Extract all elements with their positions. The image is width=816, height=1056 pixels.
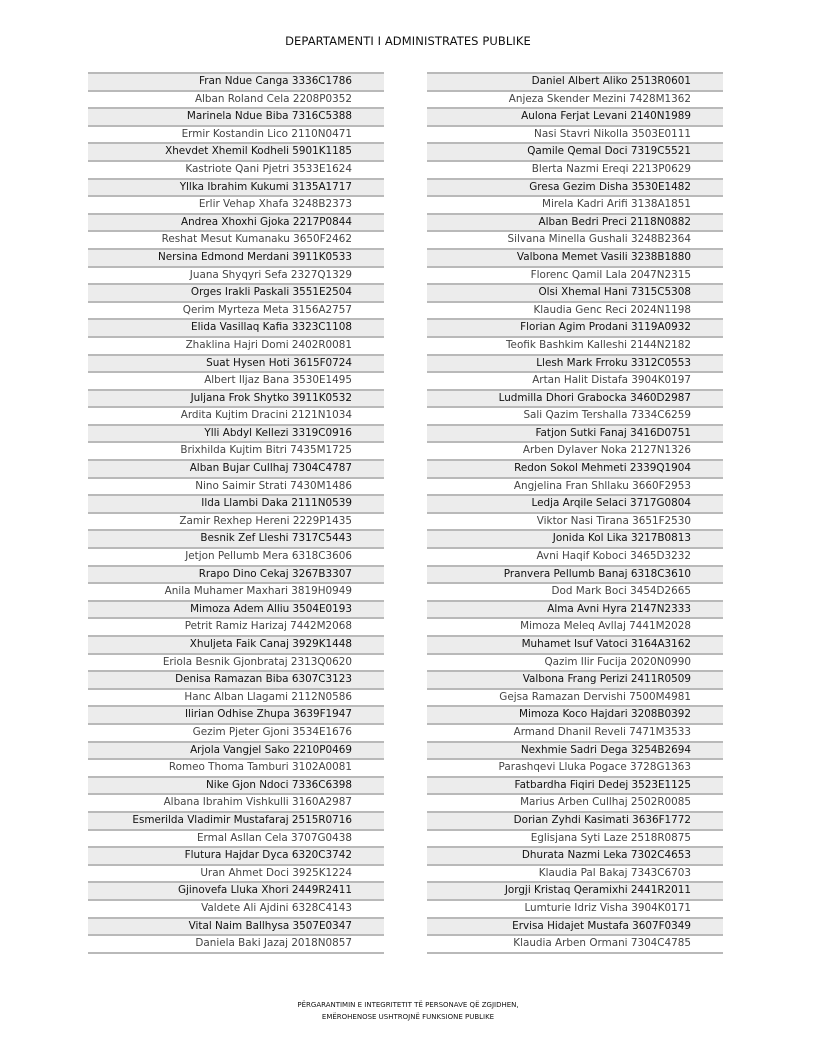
list-item: Gresa Gezim Disha 3530E1482 [427, 180, 723, 198]
list-item: Olsi Xhemal Hani 7315C5308 [427, 285, 723, 303]
list-item: Nasi Stavri Nikolla 3503E0111 [427, 127, 723, 145]
list-item: Jonida Kol Lika 3217B0813 [427, 531, 723, 549]
list-item: Mimoza Meleq Avllaj 7441M2028 [427, 619, 723, 637]
list-item: Mimoza Koco Hajdari 3208B0392 [427, 707, 723, 725]
list-item: Albert Iljaz Bana 3530E1495 [88, 373, 384, 391]
list-item: Dod Mark Boci 3454D2665 [427, 584, 723, 602]
list-item: Alban Roland Cela 2208P0352 [88, 92, 384, 110]
list-item: Anila Muhamer Maxhari 3819H0949 [88, 584, 384, 602]
list-item: Ledja Arqile Selaci 3717G0804 [427, 496, 723, 514]
right-name-list [427, 72, 723, 954]
list-item: Parashqevi Lluka Pogace 3728G1363 [427, 760, 723, 778]
list-item: Ardita Kujtim Dracini 2121N1034 [88, 408, 384, 426]
left-name-list [88, 72, 384, 954]
list-item: Ylli Abdyl Kellezi 3319C0916 [88, 426, 384, 444]
list-item: Fran Ndue Canga 3336C1786 [88, 74, 384, 92]
list-item: Flutura Hajdar Dyca 6320C3742 [88, 848, 384, 866]
list-item: Juljana Frok Shytko 3911K0532 [88, 391, 384, 409]
list-item: Gjinovefa Lluka Xhori 2449R2411 [88, 883, 384, 901]
list-item: Sali Qazim Tershalla 7334C6259 [427, 408, 723, 426]
list-item: Ilda Llambi Daka 2111N0539 [88, 496, 384, 514]
list-item: Aulona Ferjat Levani 2140N1989 [427, 109, 723, 127]
list-item: Ilirian Odhise Zhupa 3639F1947 [88, 707, 384, 725]
list-item: Arjola Vangjel Sako 2210P0469 [88, 743, 384, 761]
list-item: Uran Ahmet Doci 3925K1224 [88, 866, 384, 884]
list-item: Qerim Myrteza Meta 3156A2757 [88, 303, 384, 321]
list-item: Hanc Alban Llagami 2112N0586 [88, 690, 384, 708]
list-item: Qamile Qemal Doci 7319C5521 [427, 144, 723, 162]
list-item: Daniel Albert Aliko 2513R0601 [427, 74, 723, 92]
list-item: Esmerilda Vladimir Mustafaraj 2515R0716 [88, 813, 384, 831]
list-item: Alban Bedri Preci 2118N0882 [427, 215, 723, 233]
list-item: Gezim Pjeter Gjoni 3534E1676 [88, 725, 384, 743]
list-item: Xhuljeta Faik Canaj 3929K1448 [88, 637, 384, 655]
list-item: Suat Hysen Hoti 3615F0724 [88, 356, 384, 374]
list-item: Llesh Mark Frroku 3312C0553 [427, 356, 723, 374]
list-item: Angjelina Fran Shllaku 3660F2953 [427, 479, 723, 497]
list-item: Vital Naim Ballhysa 3507E0347 [88, 919, 384, 937]
list-item: Elida Vasillaq Kafia 3323C1108 [88, 320, 384, 338]
list-item: Erlir Vehap Xhafa 3248B2373 [88, 197, 384, 215]
list-item: Rrapo Dino Cekaj 3267B3307 [88, 567, 384, 585]
list-item: Valbona Memet Vasili 3238B1880 [427, 250, 723, 268]
list-item: Anjeza Skender Mezini 7428M1362 [427, 92, 723, 110]
list-item: Jetjon Pellumb Mera 6318C3606 [88, 549, 384, 567]
list-item: Klaudia Arben Ormani 7304C4785 [427, 936, 723, 954]
list-item: Besnik Zef Lleshi 7317C5443 [88, 531, 384, 549]
list-item: Ermal Asllan Cela 3707G0438 [88, 831, 384, 849]
list-item: Zhaklina Hajri Domi 2402R0081 [88, 338, 384, 356]
list-item: Zamir Rexhep Hereni 2229P1435 [88, 514, 384, 532]
list-item: Armand Dhanil Reveli 7471M3533 [427, 725, 723, 743]
list-item: Qazim Ilir Fucija 2020N0990 [427, 655, 723, 673]
list-item: Andrea Xhoxhi Gjoka 2217P0844 [88, 215, 384, 233]
list-item: Nexhmie Sadri Dega 3254B2694 [427, 743, 723, 761]
list-item: Eriola Besnik Gjonbrataj 2313Q0620 [88, 655, 384, 673]
list-item: Nino Saimir Strati 7430M1486 [88, 479, 384, 497]
list-item: Brixhilda Kujtim Bitri 7435M1725 [88, 443, 384, 461]
list-item: Jorgji Kristaq Qeramixhi 2441R2011 [427, 883, 723, 901]
list-item: Valbona Frang Perizi 2411R0509 [427, 672, 723, 690]
footer-line-1: PËRGARANTIMIN E INTEGRITETIT TË PERSONAVE QË ZGJIDHEN, [297, 1001, 519, 1009]
list-item: Alma Avni Hyra 2147N2333 [427, 602, 723, 620]
list-item: Artan Halit Distafa 3904K0197 [427, 373, 723, 391]
list-item: Marinela Ndue Biba 7316C5388 [88, 109, 384, 127]
list-item: Reshat Mesut Kumanaku 3650F2462 [88, 232, 384, 250]
list-item: Florian Agim Prodani 3119A0932 [427, 320, 723, 338]
list-item: Viktor Nasi Tirana 3651F2530 [427, 514, 723, 532]
footer [0, 999, 816, 1023]
list-item: Florenc Qamil Lala 2047N2315 [427, 268, 723, 286]
list-item: Petrit Ramiz Harizaj 7442M2068 [88, 619, 384, 637]
list-item: Xhevdet Xhemil Kodheli 5901K1185 [88, 144, 384, 162]
list-item: Orges Irakli Paskali 3551E2504 [88, 285, 384, 303]
list-item: Eglisjana Syti Laze 2518R0875 [427, 831, 723, 849]
list-item: Nike Gjon Ndoci 7336C6398 [88, 778, 384, 796]
list-item: Gejsa Ramazan Dervishi 7500M4981 [427, 690, 723, 708]
list-item: Juana Shyqyri Sefa 2327Q1329 [88, 268, 384, 286]
list-item: Mimoza Adem Alliu 3504E0193 [88, 602, 384, 620]
list-item: Kastriote Qani Pjetri 3533E1624 [88, 162, 384, 180]
list-item: Ludmilla Dhori Grabocka 3460D2987 [427, 391, 723, 409]
list-item: Blerta Nazmi Ereqi 2213P0629 [427, 162, 723, 180]
list-item: Klaudia Genc Reci 2024N1198 [427, 303, 723, 321]
list-item: Pranvera Pellumb Banaj 6318C3610 [427, 567, 723, 585]
list-item: Klaudia Pal Bakaj 7343C6703 [427, 866, 723, 884]
list-item: Dorian Zyhdi Kasimati 3636F1772 [427, 813, 723, 831]
list-item: Romeo Thoma Tamburi 3102A0081 [88, 760, 384, 778]
list-item: Mirela Kadri Arifi 3138A1851 [427, 197, 723, 215]
list-item: Silvana Minella Gushali 3248B2364 [427, 232, 723, 250]
list-item: Teofik Bashkim Kalleshi 2144N2182 [427, 338, 723, 356]
list-item: Redon Sokol Mehmeti 2339Q1904 [427, 461, 723, 479]
list-item: Albana Ibrahim Vishkulli 3160A2987 [88, 795, 384, 813]
list-item: Ervisa Hidajet Mustafa 3607F0349 [427, 919, 723, 937]
list-item: Dhurata Nazmi Leka 7302C4653 [427, 848, 723, 866]
list-item: Daniela Baki Jazaj 2018N0857 [88, 936, 384, 954]
list-item: Yllka Ibrahim Kukumi 3135A1717 [88, 180, 384, 198]
list-item: Lumturie Idriz Visha 3904K0171 [427, 901, 723, 919]
page-title: DEPARTAMENTI I ADMINISTRATES PUBLIKE [285, 34, 531, 48]
list-item: Avni Haqif Koboci 3465D3232 [427, 549, 723, 567]
list-item: Arben Dylaver Noka 2127N1326 [427, 443, 723, 461]
list-item: Muhamet Isuf Vatoci 3164A3162 [427, 637, 723, 655]
list-item: Valdete Ali Ajdini 6328C4143 [88, 901, 384, 919]
list-item: Fatbardha Fiqiri Dedej 3523E1125 [427, 778, 723, 796]
footer-line-2: EMËROHENOSE USHTROJNË FUNKSIONE PUBLIKE [321, 1013, 495, 1021]
list-item: Alban Bujar Cullhaj 7304C4787 [88, 461, 384, 479]
list-item: Marius Arben Cullhaj 2502R0085 [427, 795, 723, 813]
list-item: Ermir Kostandin Lico 2110N0471 [88, 127, 384, 145]
list-item: Denisa Ramazan Biba 6307C3123 [88, 672, 384, 690]
list-item: Nersina Edmond Merdani 3911K0533 [88, 250, 384, 268]
list-item: Fatjon Sutki Fanaj 3416D0751 [427, 426, 723, 444]
